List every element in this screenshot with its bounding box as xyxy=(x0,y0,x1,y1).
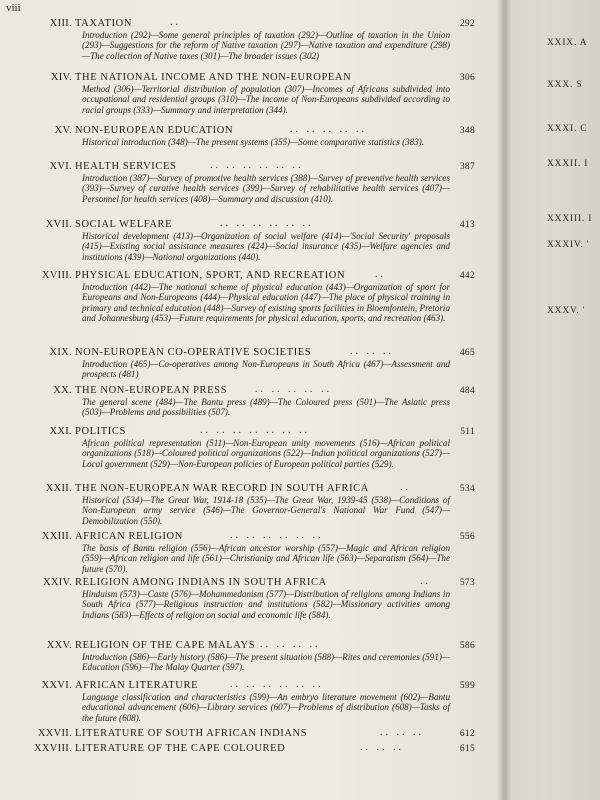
chapter-title: HEALTH SERVICES xyxy=(75,161,177,172)
toc-entry xyxy=(0,640,490,673)
chapter-number: XXVII. xyxy=(37,728,72,739)
chapter-description: Hinduism (573)—Caste (576)—Mohammedanism (577)—Distribution of religions among Indians in South Africa (577)—Religious instruction and institutions (582)—Missionary activities among Indians (583)—Effects of religion on social and economic life (584). xyxy=(82,589,450,620)
chapter-number: XVIII. xyxy=(41,270,72,281)
toc-entry-heading xyxy=(0,483,490,495)
chapter-description: African political representation (511)—Non-European unity movements (516)—African political organizations (518)—Coloured political organizations (522)—Indian political organizations (527)—Local government (529)—Non-European policies of European political parties (529). xyxy=(82,438,450,469)
page-number: 534 xyxy=(459,484,475,494)
leader-dots: .. .. .. xyxy=(350,346,394,357)
toc-entry-heading xyxy=(0,426,490,438)
page-folio: viii xyxy=(6,2,21,14)
leader-dots: .. .. .. .. .. .. xyxy=(230,679,324,690)
chapter-description: The general scene (484)—The Bantu press (489)—The Coloured press (501)—The Asiatic press (503)—Problems and possibilities (507). xyxy=(82,397,450,418)
chapter-title: LITERATURE OF SOUTH AFRICAN INDIANS xyxy=(75,728,308,739)
chapter-number: XXIV. xyxy=(42,577,72,588)
toc-entry-heading xyxy=(0,577,490,589)
chapter-number: XIII. xyxy=(49,18,72,29)
right-page-chapter: XXIX. A xyxy=(547,38,588,48)
toc-entry xyxy=(0,531,490,574)
chapter-number: XVI. xyxy=(49,161,72,172)
page-number: 511 xyxy=(460,427,475,437)
toc-entry-heading xyxy=(0,680,490,692)
toc-entry-heading xyxy=(0,728,490,740)
leader-dots: .. xyxy=(170,17,181,28)
chapter-number: XXII. xyxy=(45,483,72,494)
chapter-number: XX. xyxy=(53,385,72,396)
toc-entry-heading xyxy=(0,531,490,543)
page-number: 387 xyxy=(459,162,475,172)
chapter-title: TAXATION xyxy=(75,18,133,29)
page-number: 484 xyxy=(459,386,475,396)
chapter-title: SOCIAL WELFARE xyxy=(75,219,173,230)
toc-entry xyxy=(0,483,490,526)
page-number: 615 xyxy=(459,744,475,754)
chapter-number: XXI. xyxy=(49,426,72,437)
toc-entry xyxy=(0,161,490,204)
chapter-description: Introduction (465)—Co-operatives among Non-Europeans in South Africa (467)—Assessment and prospects (481) xyxy=(82,359,450,380)
toc-entry xyxy=(0,743,490,755)
chapter-number: XIX. xyxy=(49,347,72,358)
toc-entry-heading xyxy=(0,743,490,755)
chapter-description: The basis of Bantu religion (556)—African ancestor worship (557)—Magic and African religion (559)—African religion and life (561)—Christianity and African life (563)—Separatism (564)—The future (570). xyxy=(82,543,450,574)
chapter-description: Language classification and characteristics (599)—An embryo literature movement (602)—Bantu educational advancement (606)—Library services (607)—Problems of distribution (608)—Tasks of the future (608). xyxy=(82,692,450,723)
page-number: 306 xyxy=(459,73,475,83)
chapter-number: XVII. xyxy=(45,219,72,230)
chapter-number: XXIII. xyxy=(41,531,72,542)
chapter-title: RELIGION OF THE CAPE MALAYS xyxy=(75,640,256,651)
chapter-description: Historical (534)—The Great War, 1914-18 (535)—The Great War, 1939-45 (538)—Conditions of Non-European army service (546)—The Governor-General's National War Fund (547)—Demobilization (550). xyxy=(82,495,450,526)
chapter-title: NON-EUROPEAN EDUCATION xyxy=(75,125,234,136)
toc-entry xyxy=(0,728,490,740)
chapter-title: THE NATIONAL INCOME AND THE NON-EUROPEAN xyxy=(75,72,352,83)
toc-entry xyxy=(0,18,490,61)
page-number: 599 xyxy=(459,681,475,691)
leader-dots: .. xyxy=(400,482,411,493)
chapter-title: RELIGION AMONG INDIANS IN SOUTH AFRICA xyxy=(75,577,327,588)
toc-entry xyxy=(0,125,490,147)
chapter-title: POLITICS xyxy=(75,426,126,437)
chapter-title: LITERATURE OF THE CAPE COLOURED xyxy=(75,743,286,754)
page-number: 348 xyxy=(459,126,475,136)
toc-entry xyxy=(0,577,490,620)
chapter-title: THE NON-EUROPEAN PRESS xyxy=(75,385,228,396)
toc-entry xyxy=(0,347,490,380)
chapter-description: Introduction (387)—Survey of promotive health services (388)—Survey of preventive health services (393)—Survey of curative health services (399)—Survey of rehabilitative health services (407)—Personnel for health services (408)—Summary and discussion (410). xyxy=(82,173,450,204)
book-gutter xyxy=(497,0,511,800)
leader-dots: .. .. .. .. .. .. xyxy=(210,160,304,171)
right-page-chapter: XXXII. I xyxy=(547,159,589,169)
leader-dots: .. .. .. .. .. xyxy=(255,384,332,395)
toc-entry-heading xyxy=(0,72,490,84)
leader-dots: .. .. .. xyxy=(380,727,424,738)
toc-entry-heading xyxy=(0,125,490,137)
toc-entry xyxy=(0,385,490,418)
chapter-number: XXVIII. xyxy=(34,743,72,754)
toc-entry xyxy=(0,680,490,723)
chapter-description: Introduction (442)—The national scheme of physical education (443)—Organization of sport for Europeans and Non-Europeans (444)—Physical education (447)—The place of physical training in primary and technical education (448)—Survey of existing sports facilities in Bloemfontein, Pretoria and Johannesburg (453)—Future requirements for physical education, sports, and recreation (463). xyxy=(82,282,450,324)
chapter-description: Method (306)—Territorial distribution of population (307)—Incomes of Africans subdivided into occupational and residential groups (310)—The income of Non-Europeans subdivided according to racial groups (333)—Summary and interpretation (344). xyxy=(82,84,450,115)
right-page-chapter: XXXIII. I xyxy=(547,214,593,224)
page-number: 612 xyxy=(459,729,475,739)
chapter-title: AFRICAN LITERATURE xyxy=(75,680,199,691)
toc-entry xyxy=(0,426,490,469)
chapter-title: NON-EUROPEAN CO-OPERATIVE SOCIETIES xyxy=(75,347,312,358)
toc-entry xyxy=(0,219,490,262)
leader-dots: .. .. .. .. .. .. xyxy=(220,218,314,229)
page-number: 573 xyxy=(459,578,475,588)
chapter-description: Historical introduction (348)—The present systems (355)—Some comparative statistics (383). xyxy=(82,137,425,147)
leader-dots: .. .. .. .. .. .. .. xyxy=(200,425,310,436)
right-page-chapter: XXXI. C xyxy=(547,124,588,134)
chapter-number: XXV. xyxy=(46,640,72,651)
chapter-number: XIV. xyxy=(50,72,72,83)
page-number: 556 xyxy=(459,532,475,542)
chapter-description: Introduction (292)—Some general principles of taxation (292)—Outline of taxation in the Union (293)—Suggestions for the reform of Native taxation (297)—Native taxation and expenditure (298)—The collection of Native taxes (301)—The broader issues (302) xyxy=(82,30,450,61)
page-number: 292 xyxy=(459,19,475,29)
chapter-number: XV. xyxy=(54,125,72,136)
leader-dots: .. xyxy=(420,576,431,587)
leader-dots: .. xyxy=(375,269,386,280)
toc-entry-heading xyxy=(0,385,490,397)
leader-dots: .. .. .. .. xyxy=(260,639,321,650)
page-number: 413 xyxy=(459,220,475,230)
toc-entry-heading xyxy=(0,161,490,173)
chapter-title: AFRICAN RELIGION xyxy=(75,531,183,542)
toc-entry xyxy=(0,72,490,115)
page-number: 586 xyxy=(459,641,475,651)
page-number: 465 xyxy=(459,348,475,358)
chapter-description: Introduction (586)—Early history (586)—The present situation (588)—Rites and ceremonies (591)—Education (596)—The Malay Quarter (597). xyxy=(82,652,450,673)
leader-dots: .. .. .. .. .. .. xyxy=(230,530,324,541)
chapter-title: THE NON-EUROPEAN WAR RECORD IN SOUTH AFRICA xyxy=(75,483,369,494)
right-page xyxy=(505,0,600,800)
chapter-number: XXVI. xyxy=(41,680,72,691)
leader-dots: .. .. .. xyxy=(360,742,404,753)
toc-entry-heading xyxy=(0,18,490,30)
leader-dots: .. .. .. .. .. xyxy=(290,124,367,135)
right-page-chapter: XXXV. ' xyxy=(547,306,586,316)
toc-entry-heading xyxy=(0,347,490,359)
chapter-description: Historical development (413)—Organization of social welfare (414)—'Social Security' proposals (415)—Existing social assistance measures (424)—Social insurance (435)—Welfare agencies and institutions (439)—National organizations (440). xyxy=(82,231,450,262)
toc-entry-heading xyxy=(0,219,490,231)
toc-entry xyxy=(0,270,490,324)
toc-entry-heading xyxy=(0,270,490,282)
right-page-chapter: XXX. S xyxy=(547,80,583,90)
right-page-chapter: XXXIV. ' xyxy=(547,240,590,250)
page-number: 442 xyxy=(459,271,475,281)
chapter-title: PHYSICAL EDUCATION, SPORT, AND RECREATION xyxy=(75,270,346,281)
toc-entry-heading xyxy=(0,640,490,652)
